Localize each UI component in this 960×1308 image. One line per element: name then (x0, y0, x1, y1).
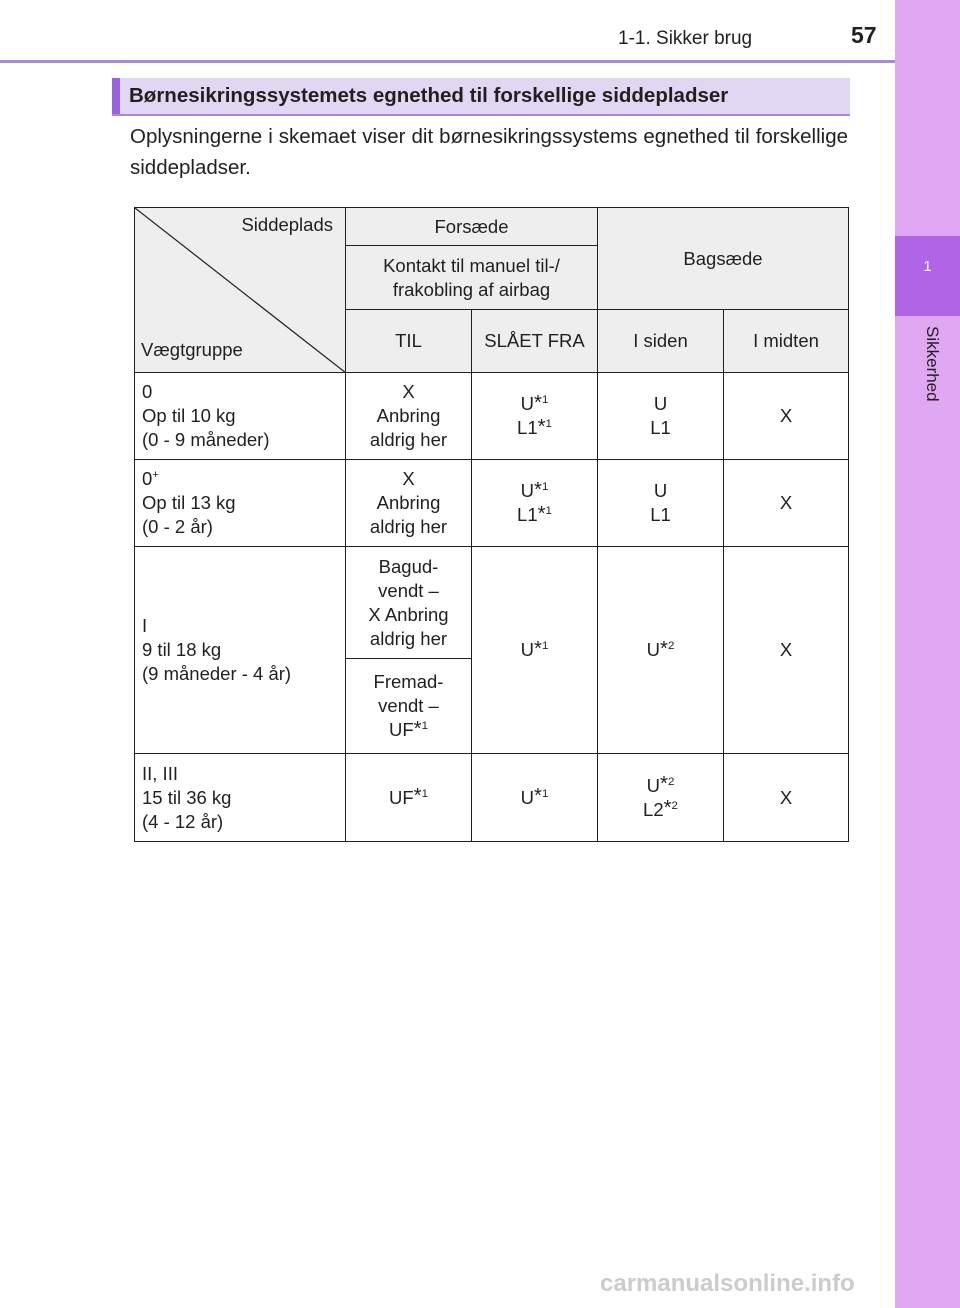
section-title-bar (112, 78, 850, 116)
table-row (135, 460, 849, 547)
weight-group-cell: 0+ Op til 13 kg (0 - 2 år) (135, 460, 346, 547)
corner-weight-label: Vægtgruppe (141, 339, 243, 360)
weight-group-cell: II, III 15 til 36 kg (4 - 12 år) (135, 754, 346, 842)
cell-i-midten: X (724, 373, 849, 460)
header-rear-seat: Bagsæde (598, 208, 849, 310)
weight-group-cell: 0 Op til 10 kg (0 - 9 måneder) (135, 373, 346, 460)
cell-i-midten: X (724, 547, 849, 754)
header-i-midten: I midten (724, 310, 849, 373)
cell-slaaet-fra: U*$^1$ L1*$^1$ (472, 460, 598, 547)
suitability-table (134, 207, 849, 842)
cell-til-rear-facing: Bagud- vendt – X Anbring aldrig her (346, 547, 472, 659)
cell-slaaet-fra: U*$^1$ (472, 547, 598, 754)
header-airbag-switch: Kontakt til manuel til-/ frakobling af airbag (346, 246, 598, 310)
cell-i-siden: U L1 (598, 460, 724, 547)
cell-i-siden: U L1 (598, 373, 724, 460)
side-tab-label: Sikkerhed (923, 326, 942, 402)
side-tab-number: 1 (923, 258, 932, 275)
cell-slaaet-fra: U*$^1$ (472, 754, 598, 842)
cell-i-midten: X (724, 754, 849, 842)
cell-i-siden: U*$^2$ (598, 547, 724, 754)
intro-paragraph: Oplysningerne i skemaet viser dit børnesikringssystems egnethed til forskellige siddepladser. (130, 125, 848, 179)
header-front-seat: Forsæde (346, 208, 598, 246)
header-til: TIL (346, 310, 472, 373)
cell-til: X Anbring aldrig her (346, 373, 472, 460)
corner-seat-label: Siddeplads (241, 214, 333, 235)
watermark: carmanualsonline.info (600, 1270, 855, 1297)
side-tab (895, 0, 960, 1308)
cell-i-midten: X (724, 460, 849, 547)
section-label: 1-1. Sikker brug (618, 28, 753, 49)
table-row (135, 754, 849, 842)
title-accent (112, 78, 120, 114)
table-row (135, 373, 849, 460)
cell-i-siden: U*$^2$ L2*$^2$ (598, 754, 724, 842)
cell-til: UF*$^1$ (346, 754, 472, 842)
cell-til-forward-facing: Fremad- vendt – UF*$^1$ (346, 659, 472, 754)
header-i-siden: I siden (598, 310, 724, 373)
cell-til: X Anbring aldrig her (346, 460, 472, 547)
section-title: Børnesikringssystemets egnethed til forskellige siddepladser (129, 84, 729, 107)
weight-group-cell: I 9 til 18 kg (9 måneder - 4 år) (135, 547, 346, 754)
page-number: 57 (851, 22, 877, 48)
cell-slaaet-fra: U*$^1$ L1*$^1$ (472, 373, 598, 460)
side-tab-active[interactable] (895, 236, 960, 316)
table-corner-cell (135, 208, 346, 373)
header-slaaet-fra: SLÅET FRA (472, 310, 598, 373)
header-rule (0, 60, 895, 63)
table-row (135, 547, 849, 659)
